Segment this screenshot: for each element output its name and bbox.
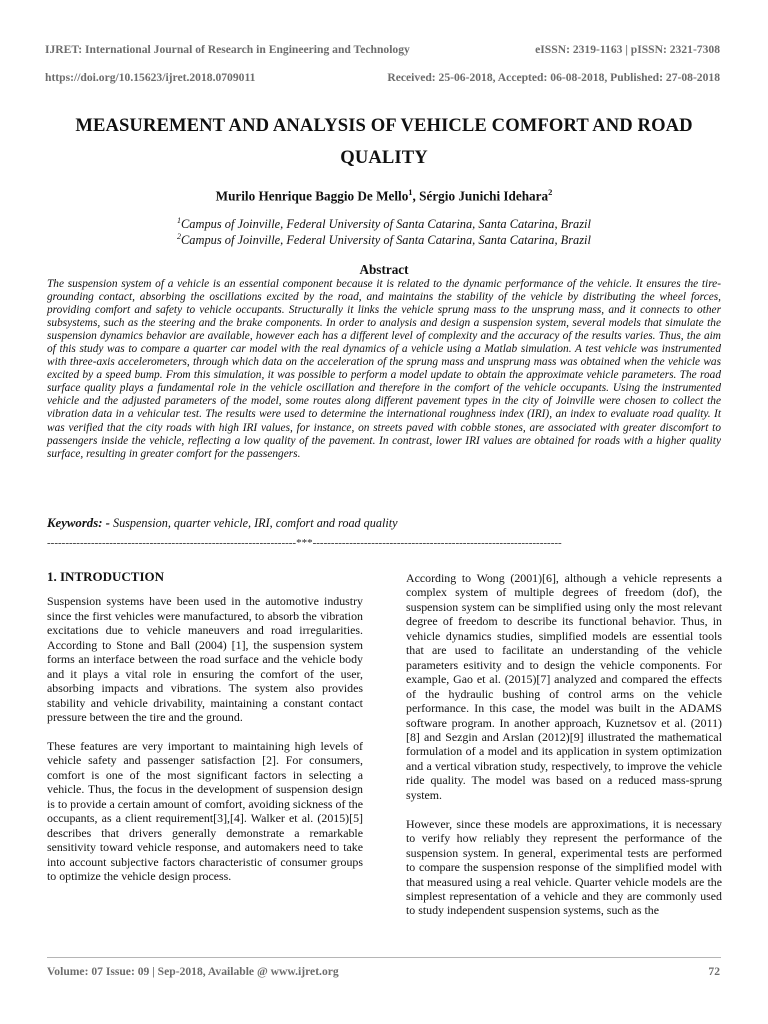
journal-name: IJRET: International Journal of Research in Engineering and Technology: [45, 43, 410, 56]
keywords: [47, 516, 721, 531]
affiliation-text: Campus of Joinville, Federal University of Santa Catarina, Santa Catarina, Brazil: [181, 217, 591, 232]
affiliation-mark: 1: [408, 187, 413, 197]
page-number: 72: [708, 965, 720, 978]
left-column: [47, 570, 363, 898]
body-paragraph: These features are very important to maintaining high levels of vehicle safety and passenger satisfaction [2]. For consumers, comfort is one of the most significant factors in selecting a vehicle. Thus, the focus in the development of suspension design is to provide a certain amount of comfort, avoiding sickness of the occupants, as a client requirement[3],[4]. Walker et al. (2015)[5] describes that drivers generally demonstrate a remarkable sensitivity toward vehicle response, and automakers need to take into account subjective factors characteristic of consumer groups to optimize the vehicle design process.: [47, 739, 363, 884]
body-paragraph: Suspension systems have been used in the automotive industry since the first vehicles were manufactured, to absorb the vibration excitations due to vehicle maneuvers and road irregularities. According to Stone and Ball (2004) [1], the suspension system forms an interface between the road surface and the vehicle body and it plays a vital role in ensuring the comfort of the user, absorbing impacts and vibrations. The system also provides stability and vehicle drivability, maintaining a constant contact pressure between the tire and the ground.: [47, 594, 363, 725]
body-paragraph: According to Wong (2001)[6], although a vehicle represents a complex system of multiple degrees of freedom (dof), the suspension system can be simplified using only the most relevant degree of freedom to describe its functional behavior. Thus, in vehicle dynamics studies, simplified models are essential tools that are used to facilitate an understanding of the vehicle parameters esitivity and to design the vehicle components. For example, Gao et al. (2015)[7] analyzed and compared the effects of the hydraulic bushing of control arms on the vehicle performance. In this case, the model was built in the ADAMS software program. In another approach, Kuznetsov et al. (2011)[8] and Sezgin and Arslan (2012)[9] illustrated the mathematical formulation of a model and its application in system optimization and a vertical vibration study, respectively, to improve the vehicle ride quality. The model was based on a reduced mass-sprung system.: [406, 571, 722, 802]
section-heading: 1. INTRODUCTION: [47, 569, 165, 584]
affiliation-mark: 2: [177, 232, 182, 241]
affiliation-mark: 1: [177, 216, 182, 225]
paper-title: MEASUREMENT AND ANALYSIS OF VEHICLE COMFORT AND ROAD QUALITY: [75, 115, 693, 168]
body-paragraph: However, since these models are approximations, it is necessary to verify how reliably they represent the performance of the suspension system. In general, experimental tests are performed to compare the suspension response of the simplified model with that measured using a real vehicle. Quarter vehicle models are the simplest representation of a vehicle and they are commonly used to study independent suspension systems, such as the: [406, 816, 722, 918]
author-separator: ,: [412, 188, 420, 204]
right-column: [406, 571, 722, 932]
footer-rule: [47, 957, 721, 958]
author-line: [0, 187, 768, 204]
affiliation: [0, 232, 768, 248]
issn: eISSN: 2319-1163 | pISSN: 2321-7308: [535, 43, 720, 56]
article-dates: Received: 25-06-2018, Accepted: 06-08-2018, Published: 27-08-2018: [387, 71, 720, 84]
section-separator: --------------------------------------------------------------------***--------------------------------------------------------------------: [47, 537, 562, 549]
author-name: Murilo Henrique Baggio De Mello: [215, 188, 409, 204]
volume-info: Volume: 07 Issue: 09 | Sep-2018, Available @ www.ijret.org: [47, 965, 339, 978]
keywords-label: Keywords: -: [47, 516, 110, 530]
page-footer: [47, 965, 720, 978]
keywords-text: Suspension, quarter vehicle, IRI, comfort and road quality: [109, 516, 398, 530]
author-name: Sérgio Junichi Idehara: [419, 188, 549, 204]
abstract-heading: Abstract: [359, 262, 409, 277]
affiliation: [0, 216, 768, 232]
affiliation-text: Campus of Joinville, Federal University of Santa Catarina, Santa Catarina, Brazil: [181, 233, 591, 248]
doi-link[interactable]: https://doi.org/10.15623/ijret.2018.0709011: [45, 71, 256, 84]
affiliation-mark: 2: [548, 187, 553, 197]
abstract-text: The suspension system of a vehicle is an essential component because it is related to the dynamic performance of the vehicle. It ensures the tire-grounding contact, absorbing the oscillations excited by the road, and maintains the stability of the vehicle by distributing the wheel forces, providing comfort and safety to vehicle occupants. Structurally it links the vehicle sprung mass to the unsprung mass, and it connects to other subsystems, such as the steering and the brake components. In order to analysis and design a suspension system, several models that simulate the suspension dynamics behavior are available, however each has a different level of complexity and the accuracy of the results varies. Thus, the aim of this study was to compare a quarter car model with the real dynamics of a vehicle using a Matlab simulation. A test vehicle was instrumented with three-axis accelerometers, through which data on the acceleration of the sprung mass and unsprung mass was obtained when the vehicle was excited by a speed bump. From this simulation, it was possible to perform a model update to obtain the approximate vehicle parameters. The road surface quality plays a fundamental role in the vehicle oscillation and therefore in the comfort of the vehicle occupants. Using the instrumented vehicle and the adjusted parameters of the model, some routes along different pavement types in the city of Joinville were chosen to collect the vibration data in a vehicular test. The results were used to determine the international roughness index (IRI), an index to evaluate road quality. It was verified that the city roads with high IRI values, for instance, on streets paved with cobble stones, are associated with greater discomfort to passengers inside the vehicle, reflecting a low quality of the pavement. In contrast, lower IRI values are obtained for roads with a higher quality surface, resulting in greater comfort for the passengers.: [47, 278, 721, 460]
